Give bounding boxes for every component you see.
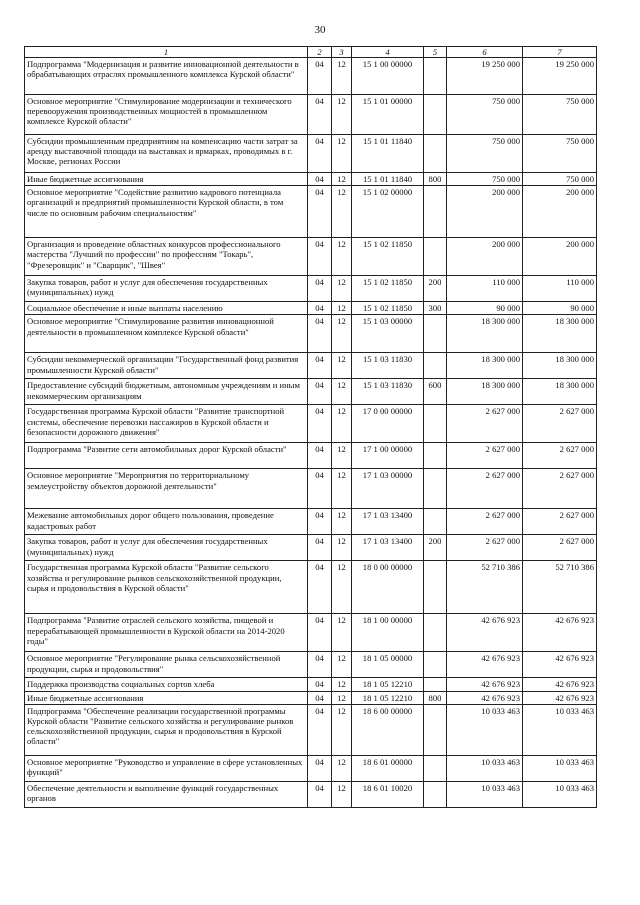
row-subsection-cell: 12 [332, 678, 352, 691]
table-row [25, 509, 597, 535]
row-subsection-cell: 12 [332, 135, 352, 173]
row-amount-1-cell: 110 000 [447, 276, 523, 302]
row-subsection-cell: 12 [332, 186, 352, 238]
row-amount-2-cell: 42 676 923 [523, 678, 597, 691]
row-section-cell: 04 [308, 535, 332, 561]
row-section-cell: 04 [308, 614, 332, 652]
row-name-cell: Закупка товаров, работ и услуг для обеспечения государственных (муниципальных) нужд [25, 276, 308, 302]
table-row [25, 443, 597, 469]
row-amount-1-cell: 90 000 [447, 302, 523, 315]
row-name-cell: Основное мероприятие "Руководство и управление в сфере установленных функций" [25, 755, 308, 781]
row-section-cell: 04 [308, 58, 332, 95]
row-subsection-cell: 12 [332, 95, 352, 135]
row-name-cell: Государственная программа Курской области "Развитие транспортной системы, обеспечение перевозки пассажиров в Курской области и безопасности дорожного движения" [25, 405, 308, 443]
row-amount-1-cell: 18 300 000 [447, 315, 523, 353]
table-row [25, 379, 597, 405]
row-amount-1-cell: 200 000 [447, 186, 523, 238]
row-amount-2-cell: 750 000 [523, 135, 597, 173]
header-col-1: 1 [25, 47, 308, 58]
row-target-article-cell: 17 1 03 13400 [352, 509, 424, 535]
row-amount-1-cell: 750 000 [447, 135, 523, 173]
table-row [25, 781, 597, 807]
row-amount-1-cell: 200 000 [447, 238, 523, 276]
row-subsection-cell: 12 [332, 276, 352, 302]
row-expense-type-cell [424, 704, 447, 755]
row-name-cell: Основное мероприятие "Стимулирование развития инновационной деятельности в промышленном комплексе Курской области" [25, 315, 308, 353]
row-expense-type-cell [424, 755, 447, 781]
row-expense-type-cell [424, 405, 447, 443]
row-amount-2-cell: 42 676 923 [523, 614, 597, 652]
row-target-article-cell: 15 1 01 11840 [352, 173, 424, 186]
table-row [25, 614, 597, 652]
header-row [25, 47, 597, 58]
row-subsection-cell: 12 [332, 509, 352, 535]
row-section-cell: 04 [308, 405, 332, 443]
row-amount-1-cell: 2 627 000 [447, 509, 523, 535]
row-expense-type-cell [424, 781, 447, 807]
row-name-cell: Основное мероприятие "Содействие развитию кадрового потенциала организаций и предприятий промышленности Курской области, в том числе по основным рабочим специальностям" [25, 186, 308, 238]
table-row [25, 276, 597, 302]
table-row [25, 678, 597, 691]
row-name-cell: Поддержка производства социальных сортов хлеба [25, 678, 308, 691]
row-expense-type-cell: 600 [424, 379, 447, 405]
header-col-5: 5 [424, 47, 447, 58]
row-amount-1-cell: 2 627 000 [447, 443, 523, 469]
row-subsection-cell: 12 [332, 238, 352, 276]
table-row [25, 353, 597, 379]
row-target-article-cell: 17 1 00 00000 [352, 443, 424, 469]
table-row [25, 173, 597, 186]
row-subsection-cell: 12 [332, 379, 352, 405]
row-subsection-cell: 12 [332, 58, 352, 95]
row-target-article-cell: 18 1 05 12210 [352, 691, 424, 704]
row-amount-1-cell: 2 627 000 [447, 535, 523, 561]
row-name-cell: Закупка товаров, работ и услуг для обеспечения государственных (муниципальных) нужд [25, 535, 308, 561]
row-name-cell: Подпрограмма "Развитие отраслей сельского хозяйства, пищевой и перерабатывающей промышленности в Курской области на 2014-2020 годы" [25, 614, 308, 652]
table-row [25, 561, 597, 614]
row-name-cell: Основное мероприятие "Стимулирование модернизации и технического перевооружения производственных мощностей в промышленном комплексе Курской области" [25, 95, 308, 135]
row-amount-2-cell: 42 676 923 [523, 652, 597, 678]
row-expense-type-cell [424, 353, 447, 379]
row-section-cell: 04 [308, 238, 332, 276]
row-amount-2-cell: 18 300 000 [523, 379, 597, 405]
row-target-article-cell: 15 1 02 00000 [352, 186, 424, 238]
row-amount-2-cell: 200 000 [523, 238, 597, 276]
row-amount-1-cell: 750 000 [447, 95, 523, 135]
row-amount-2-cell: 750 000 [523, 173, 597, 186]
row-target-article-cell: 18 6 01 10020 [352, 781, 424, 807]
header-col-7: 7 [523, 47, 597, 58]
row-subsection-cell: 12 [332, 315, 352, 353]
table-row [25, 535, 597, 561]
row-expense-type-cell [424, 95, 447, 135]
row-section-cell: 04 [308, 678, 332, 691]
row-amount-1-cell: 750 000 [447, 173, 523, 186]
row-target-article-cell: 18 6 01 00000 [352, 755, 424, 781]
row-amount-1-cell: 42 676 923 [447, 652, 523, 678]
row-section-cell: 04 [308, 691, 332, 704]
row-section-cell: 04 [308, 315, 332, 353]
row-expense-type-cell: 800 [424, 173, 447, 186]
row-amount-1-cell: 42 676 923 [447, 614, 523, 652]
row-target-article-cell: 17 0 00 00000 [352, 405, 424, 443]
table-body [25, 58, 597, 808]
row-name-cell: Основное мероприятие "Мероприятия по территориальному землеустройству объектов дорожной деятельности" [25, 469, 308, 509]
row-subsection-cell: 12 [332, 755, 352, 781]
row-section-cell: 04 [308, 652, 332, 678]
row-name-cell: Организация и проведение областных конкурсов профессионального мастерства "Лучший по профессии" по профессиям "Токарь", "Фрезеровщик" и "Сварщик", "Швея" [25, 238, 308, 276]
row-amount-1-cell: 10 033 463 [447, 704, 523, 755]
row-name-cell: Предоставление субсидий бюджетным, автономным учреждениям и иным некоммерческим организациям [25, 379, 308, 405]
row-expense-type-cell [424, 186, 447, 238]
row-subsection-cell: 12 [332, 173, 352, 186]
row-section-cell: 04 [308, 353, 332, 379]
row-name-cell: Подпрограмма "Обеспечение реализации государственной программы Курской области "Развитие сельского хозяйства и регулирование рынков сельскохозяйственной продукции, сырья и продовольствия в Курской области" [25, 704, 308, 755]
header-col-4: 4 [352, 47, 424, 58]
row-amount-2-cell: 18 300 000 [523, 315, 597, 353]
header-col-6: 6 [447, 47, 523, 58]
row-name-cell: Подпрограмма "Модернизация и развитие инновационной деятельности в обрабатывающих отраслях промышленного комплекса Курской области" [25, 58, 308, 95]
row-expense-type-cell: 300 [424, 302, 447, 315]
row-amount-2-cell: 10 033 463 [523, 755, 597, 781]
row-amount-1-cell: 42 676 923 [447, 691, 523, 704]
row-amount-2-cell: 2 627 000 [523, 405, 597, 443]
row-section-cell: 04 [308, 755, 332, 781]
row-amount-2-cell: 10 033 463 [523, 704, 597, 755]
row-target-article-cell: 15 1 00 00000 [352, 58, 424, 95]
row-section-cell: 04 [308, 95, 332, 135]
row-amount-1-cell: 2 627 000 [447, 469, 523, 509]
row-subsection-cell: 12 [332, 443, 352, 469]
row-section-cell: 04 [308, 509, 332, 535]
row-amount-1-cell: 19 250 000 [447, 58, 523, 95]
row-amount-1-cell: 42 676 923 [447, 678, 523, 691]
row-amount-2-cell: 200 000 [523, 186, 597, 238]
row-section-cell: 04 [308, 276, 332, 302]
budget-table [24, 46, 597, 808]
row-target-article-cell: 15 1 02 11850 [352, 302, 424, 315]
row-name-cell: Подпрограмма "Развитие сети автомобильных дорог Курской области" [25, 443, 308, 469]
table-row [25, 58, 597, 95]
row-amount-2-cell: 42 676 923 [523, 691, 597, 704]
row-section-cell: 04 [308, 379, 332, 405]
row-expense-type-cell: 800 [424, 691, 447, 704]
row-section-cell: 04 [308, 781, 332, 807]
row-target-article-cell: 17 1 03 13400 [352, 535, 424, 561]
row-section-cell: 04 [308, 469, 332, 509]
row-amount-1-cell: 52 710 386 [447, 561, 523, 614]
table-row [25, 652, 597, 678]
table-row [25, 186, 597, 238]
row-amount-2-cell: 2 627 000 [523, 509, 597, 535]
row-section-cell: 04 [308, 135, 332, 173]
row-expense-type-cell: 200 [424, 535, 447, 561]
row-expense-type-cell [424, 135, 447, 173]
row-expense-type-cell [424, 561, 447, 614]
row-section-cell: 04 [308, 173, 332, 186]
row-target-article-cell: 15 1 02 11850 [352, 276, 424, 302]
row-name-cell: Социальное обеспечение и иные выплаты населению [25, 302, 308, 315]
row-expense-type-cell [424, 58, 447, 95]
row-name-cell: Государственная программа Курской области "Развитие сельского хозяйства и регулирование рынков сельскохозяйственной продукции, сырья и продовольствия в Курской области" [25, 561, 308, 614]
table-row [25, 755, 597, 781]
page-number: 30 [314, 24, 326, 36]
row-amount-1-cell: 10 033 463 [447, 781, 523, 807]
row-expense-type-cell [424, 443, 447, 469]
row-name-cell: Субсидии промышленным предприятиям на компенсацию части затрат за аренду выставочной площади на выставках и ярмарках, проводимых в г. Москве, регионах России [25, 135, 308, 173]
row-amount-1-cell: 18 300 000 [447, 379, 523, 405]
row-subsection-cell: 12 [332, 405, 352, 443]
row-subsection-cell: 12 [332, 353, 352, 379]
row-target-article-cell: 18 1 05 12210 [352, 678, 424, 691]
table-row [25, 691, 597, 704]
row-amount-2-cell: 19 250 000 [523, 58, 597, 95]
row-expense-type-cell [424, 614, 447, 652]
table-row [25, 238, 597, 276]
row-amount-2-cell: 10 033 463 [523, 781, 597, 807]
row-name-cell: Обеспечение деятельности и выполнение функций государственных органов [25, 781, 308, 807]
row-expense-type-cell [424, 238, 447, 276]
row-expense-type-cell [424, 509, 447, 535]
row-amount-1-cell: 2 627 000 [447, 405, 523, 443]
row-target-article-cell: 18 0 00 00000 [352, 561, 424, 614]
row-amount-2-cell: 18 300 000 [523, 353, 597, 379]
header-col-2: 2 [308, 47, 332, 58]
row-amount-2-cell: 110 000 [523, 276, 597, 302]
row-target-article-cell: 17 1 03 00000 [352, 469, 424, 509]
row-subsection-cell: 12 [332, 691, 352, 704]
row-name-cell: Иные бюджетные ассигнования [25, 691, 308, 704]
row-target-article-cell: 15 1 03 11830 [352, 379, 424, 405]
row-subsection-cell: 12 [332, 469, 352, 509]
table-row [25, 95, 597, 135]
table-row [25, 302, 597, 315]
row-section-cell: 04 [308, 704, 332, 755]
row-target-article-cell: 18 6 00 00000 [352, 704, 424, 755]
row-name-cell: Основное мероприятие "Регулирование рынка сельскохозяйственной продукции, сырья и продовольствия" [25, 652, 308, 678]
row-target-article-cell: 18 1 00 00000 [352, 614, 424, 652]
row-subsection-cell: 12 [332, 535, 352, 561]
row-subsection-cell: 12 [332, 704, 352, 755]
row-expense-type-cell [424, 315, 447, 353]
row-target-article-cell: 18 1 05 00000 [352, 652, 424, 678]
table-row [25, 405, 597, 443]
table-row [25, 704, 597, 755]
row-expense-type-cell [424, 678, 447, 691]
row-target-article-cell: 15 1 01 00000 [352, 95, 424, 135]
row-name-cell: Иные бюджетные ассигнования [25, 173, 308, 186]
row-target-article-cell: 15 1 02 11850 [352, 238, 424, 276]
row-subsection-cell: 12 [332, 561, 352, 614]
row-amount-1-cell: 18 300 000 [447, 353, 523, 379]
row-subsection-cell: 12 [332, 302, 352, 315]
row-name-cell: Субсидии некоммерческой организации "Государственный фонд развития промышленности Курской области" [25, 353, 308, 379]
row-subsection-cell: 12 [332, 614, 352, 652]
row-expense-type-cell: 200 [424, 276, 447, 302]
row-amount-2-cell: 52 710 386 [523, 561, 597, 614]
row-section-cell: 04 [308, 302, 332, 315]
row-name-cell: Межевание автомобильных дорог общего пользования, проведение кадастровых работ [25, 509, 308, 535]
row-section-cell: 04 [308, 186, 332, 238]
row-subsection-cell: 12 [332, 781, 352, 807]
table-row [25, 469, 597, 509]
row-section-cell: 04 [308, 443, 332, 469]
row-amount-1-cell: 10 033 463 [447, 755, 523, 781]
row-target-article-cell: 15 1 03 00000 [352, 315, 424, 353]
table-row [25, 315, 597, 353]
header-col-3: 3 [332, 47, 352, 58]
table-row [25, 135, 597, 173]
row-expense-type-cell [424, 652, 447, 678]
row-subsection-cell: 12 [332, 652, 352, 678]
row-amount-2-cell: 90 000 [523, 302, 597, 315]
row-amount-2-cell: 2 627 000 [523, 443, 597, 469]
row-target-article-cell: 15 1 03 11830 [352, 353, 424, 379]
row-amount-2-cell: 2 627 000 [523, 469, 597, 509]
row-amount-2-cell: 2 627 000 [523, 535, 597, 561]
row-section-cell: 04 [308, 561, 332, 614]
row-expense-type-cell [424, 469, 447, 509]
row-target-article-cell: 15 1 01 11840 [352, 135, 424, 173]
row-amount-2-cell: 750 000 [523, 95, 597, 135]
